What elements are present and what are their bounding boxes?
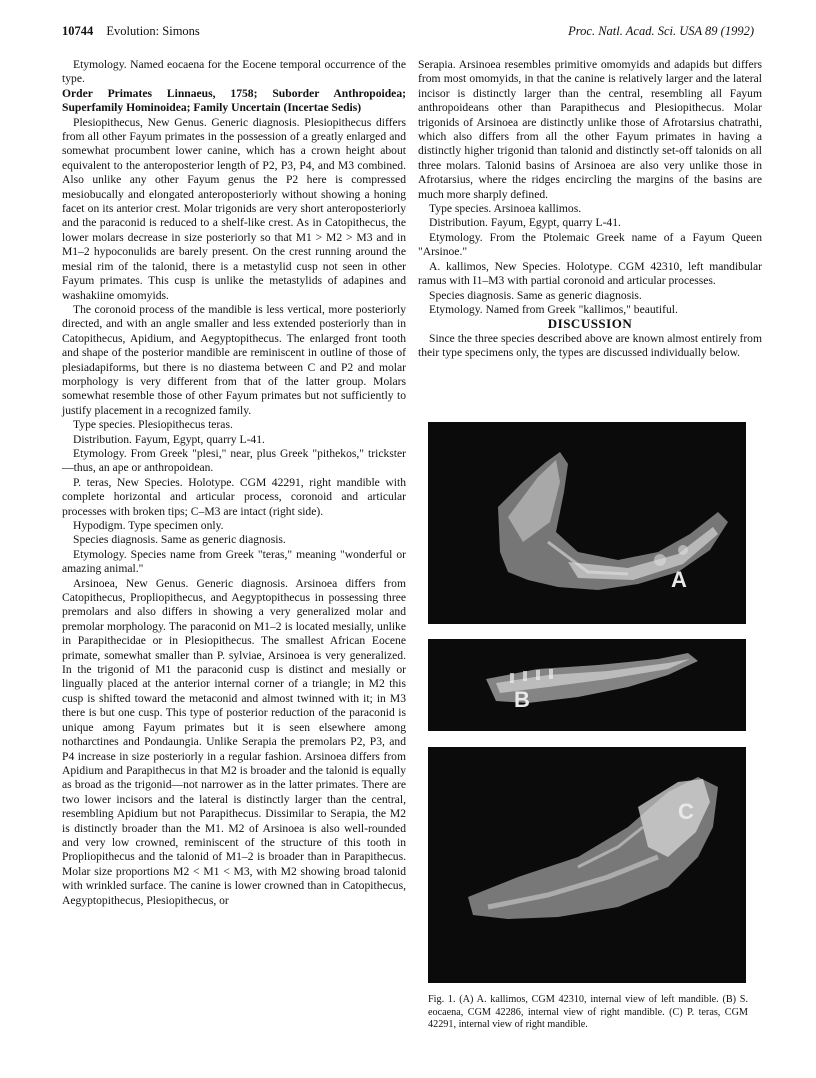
figure-caption: Fig. 1. (A) A. kallimos, CGM 42310, internal view of left mandible. (B) S. eocaena, CGM 42286, internal view of right mandible. (C) P. teras, CGM 42291, internal view of right mandible.	[428, 994, 748, 1031]
etymology-kallimos: Etymology. Named from Greek "kallimos," beautiful.	[429, 302, 678, 316]
etymology-teras: Etymology. Species name from Greek "teras," meaning "wonderful or amazing animal."	[62, 547, 406, 576]
species-diagnosis-kallimos: Species diagnosis. Same as generic diagnosis.	[429, 288, 642, 302]
mandible-photo-b	[428, 639, 746, 731]
discussion-heading: DISCUSSION	[547, 316, 633, 332]
plesiopithecus-diagnosis: Plesiopithecus, New Genus. Generic diagnosis. Plesiopithecus differs from all other Fayum primates in the possession of a greatly enlarged and somewhat procumbent lower canine, which has a crown height about equivalent to the anteroposterior length of P2, P3, P4, and M3 combined. Also unlike any other Fayum genus the P2 here is compressed mesiobucally and elongated anteroposteriorly without showing a honing facet on its anterior crest. Molar trigonids are very short anteroposteriorly and the paraconid is reduced to a shelf-like crest. As in Catopithecus, the lower molars decrease in size posteriorly so that M1 > M2 > M3 and in M1–2 hypoconulids are barely present. On the crest running around the mesial rim of the talonid, there is a metastylid cusp not seen in other Fayum primates. This cusp is unlike the metastylids of adapines and washakiine omomyids.	[62, 115, 406, 302]
a-kallimos-holotype: A. kallimos, New Species. Holotype. CGM 42310, left mandibular ramus with I1–M3 with partial coronoid and articular processes.	[418, 259, 762, 288]
coronoid-paragraph: The coronoid process of the mandible is less vertical, more posteriorly directed, and with an angle smaller and less extended posteriorly than in Catopithecus, Apidium, and Aegyptopithecus. The enlarged front tooth and shape of the posterior mandible are reminiscent in outline of those of plesiadapiforms, but there is no diastema between C and P2 and molar morphology is very different from that of the latter group. Molars somewhat resemble those of other Fayum primates but not sufficiently to justify placement in a recognized family.	[62, 302, 406, 417]
figure-panel-c	[428, 747, 746, 983]
figure-panel-a	[428, 422, 746, 624]
running-header-left	[62, 24, 200, 39]
right-column	[418, 58, 762, 361]
panel-label-c: C	[678, 799, 694, 824]
type-species-arsinoea: Type species. Arsinoea kallimos.	[429, 202, 582, 216]
etymology-plesiopithecus: Etymology. From Greek "plesi," near, plus Greek "pithekos," trickster—thus, an ape or anthropoidean.	[62, 446, 406, 475]
type-species-plesiopithecus: Type species. Plesiopithecus teras.	[73, 418, 233, 432]
discussion-text: Since the three species described above are known almost entirely from their type specimens only, the types are discussed individually below.	[418, 331, 762, 360]
running-section-title: Evolution: Simons	[106, 24, 200, 38]
journal-citation: Proc. Natl. Acad. Sci. USA 89 (1992)	[568, 24, 754, 38]
left-column	[62, 58, 406, 908]
taxonomy-heading: Order Primates Linnaeus, 1758; Suborder Anthropoidea; Superfamily Hominoidea; Family Uncertain (Incertae Sedis)	[62, 86, 406, 115]
etymology-eocaena: Etymology. Named eocaena for the Eocene temporal occurrence of the type.	[62, 58, 406, 86]
distribution-arsinoea: Distribution. Fayum, Egypt, quarry L-41.	[429, 216, 621, 230]
species-diagnosis-teras: Species diagnosis. Same as generic diagnosis.	[73, 533, 286, 547]
panel-label-b: B	[514, 687, 530, 712]
etymology-arsinoe: Etymology. From the Ptolemaic Greek name of a Fayum Queen "Arsinoe."	[418, 230, 762, 259]
distribution-plesiopithecus: Distribution. Fayum, Egypt, quarry L-41.	[73, 432, 265, 446]
figure-panel-b	[428, 639, 746, 731]
panel-label-a: A	[671, 567, 687, 592]
p-teras-holotype: P. teras, New Species. Holotype. CGM 42291, right mandible with complete horizontal and articular process, coronoid and articular processes with broken tips; C–M3 are intact (right side).	[62, 475, 406, 518]
page-number: 10744	[62, 24, 94, 38]
hypodigm: Hypodigm. Type specimen only.	[73, 519, 224, 532]
mandible-photo-c	[428, 747, 746, 983]
mandible-photo-a	[428, 422, 746, 624]
serapia-continuation: Serapia. Arsinoea resembles primitive omomyids and adapids but differs from most omomyids, in that the canine is relatively larger and the lateral incisor is distinctly larger than the central, resembling all Fayum anthropoideans other than Parapithecus and Plesiopithecus. Molar trigonids of Arsinoea are distinctly unlike those of Afrotarsius chatrathi, which also differs from all the other Fayum primates in having a distinctly higher trigonid than talonid and distinctly set-off talonids on all three molars. Talonid basins of Arsinoea are also very unlike those in Afrotarsius, where the ridges encircling the margins of the basins are much more sharply defined.	[418, 58, 762, 201]
arsinoea-diagnosis: Arsinoea, New Genus. Generic diagnosis. Arsinoea differs from Catopithecus, Propliopithecus, and Aegyptopithecus in possessing three premolars and also differs in showing a very generalized molar and premolar morphology. The paraconid on M1–2 is located mesially, unlike in Parapithecidae or in Plesiopithecus. The smallest African Eocene primate, somewhat smaller than P. sylviae, Arsinoea is very generalized. In the trigonid of M1 the paraconid cusp is distinct and mesially or lingually placed at the anterior internal corner of a triangle; in M2 this cusp is shifted toward the metaconid and almost twinned with it; in M3 there is but one cusp. This type of posterior reduction of the paraconid is unique among Fayum primates but it is seen elsewhere among notharctines and Pondaungia. Unlike Serapia the premolars P2, P3, and P4 increase in size posteriorly in a regular fashion. Arsinoea differs from Apidium and Parapithecus in that M2 is broader and the talonid is equally as broad as the trigonid—not narrower as in the latter primates. There are two lower incisors and the lateral is distinctly larger than the central, resembling Apidium but not Parapithecus. Dissimilar to Serapia, the M2 is distinctly broader than the M1. M2 of Arsinoea is also well-rounded and very low crowned, reminiscent of the structure of this tooth in Propliopithecus and the talonid of M1–2 is broader than in Parapithecus. Molar size proportions M2 < M1 < M3, with M2 showing broad talonid with wrinkled surface. The canine is lower crowned than in Catopithecus, Aegyptopithecus, Plesiopithecus, or	[62, 576, 406, 907]
